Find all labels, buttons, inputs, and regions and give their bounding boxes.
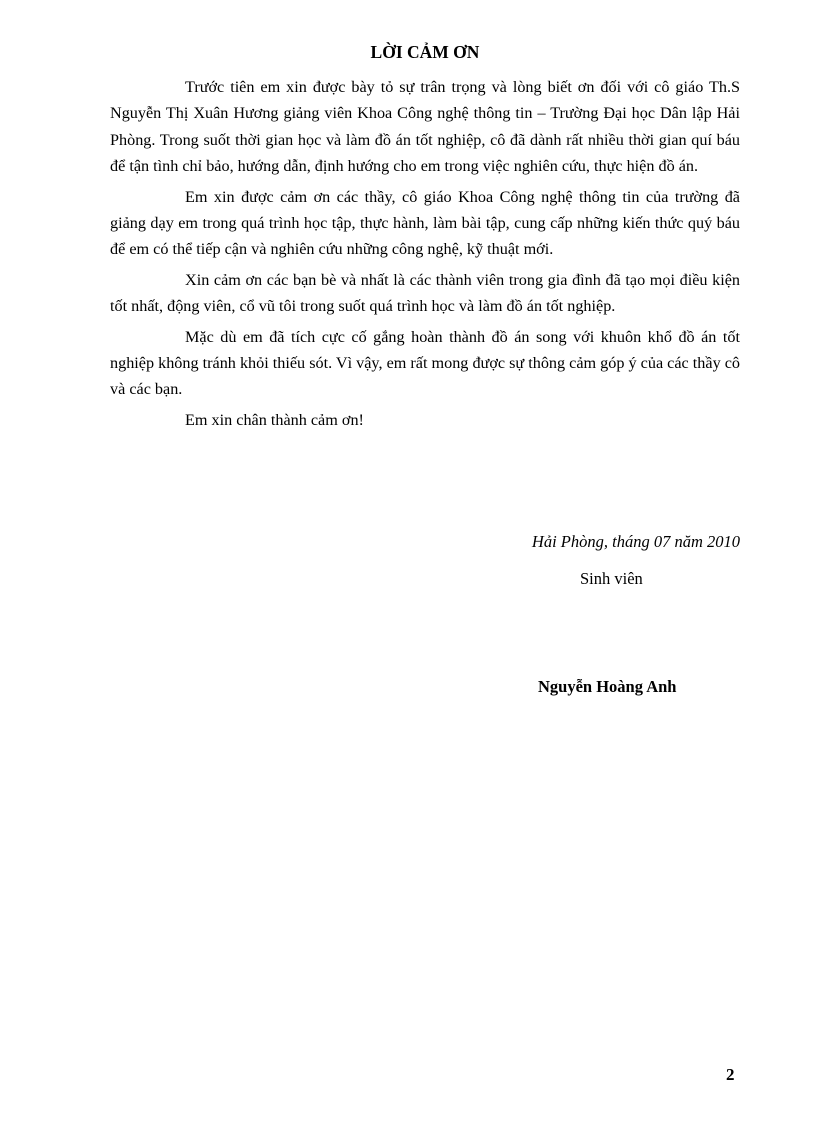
paragraph-gratitude-advisor: Trước tiên em xin được bày tỏ sự trân trọng và lòng biết ơn đối với cô giáo Th.S Nguyễn Thị Xuân Hương giảng viên Khoa Công nghệ thông tin – Trường Đại học Dân lập Hải Phòng. Trong suốt thời gian học và làm đồ án tốt nghiệp, cô đã dành rất nhiều thời gian quí báu để tận tình chỉ bảo, hướng dẫn, định hướng cho em trong việc nghiên cứu, thực hiện đồ án. — [110, 78, 740, 176]
signature-name: Nguyễn Hoàng Anh — [538, 677, 677, 696]
paragraph-apology: Mặc dù em đã tích cực cố gắng hoàn thành đồ án song với khuôn khổ đồ án tốt nghiệp không tránh khỏi thiếu sót. Vì vậy, em rất mong được sự thông cảm góp ý của các thầy cô và các bạn. — [110, 327, 740, 399]
document-title: LỜI CẢM ƠN — [370, 42, 480, 62]
signature-role: Sinh viên — [580, 569, 643, 588]
signature-place-date: Hải Phòng, tháng 07 năm 2010 — [531, 532, 740, 551]
paragraph-gratitude-faculty: Em xin được cảm ơn các thầy, cô giáo Khoa Công nghệ thông tin của trường đã giảng dạy em trong quá trình học tập, thực hành, làm bài tập, cung cấp những kiến thức quý báu để em có thể tiếp cận và nghiên cứu những công nghệ, kỹ thuật mới. — [110, 187, 740, 259]
document-page — [110, 38, 740, 696]
page-number: 2 — [726, 1065, 735, 1084]
paragraph-gratitude-family: Xin cảm ơn các bạn bè và nhất là các thành viên trong gia đình đã tạo mọi điều kiện tốt nhất, động viên, cổ vũ tôi trong suốt quá trình học và làm đồ án tốt nghiệp. — [110, 270, 740, 316]
closing-line: Em xin chân thành cảm ơn! — [185, 410, 364, 429]
